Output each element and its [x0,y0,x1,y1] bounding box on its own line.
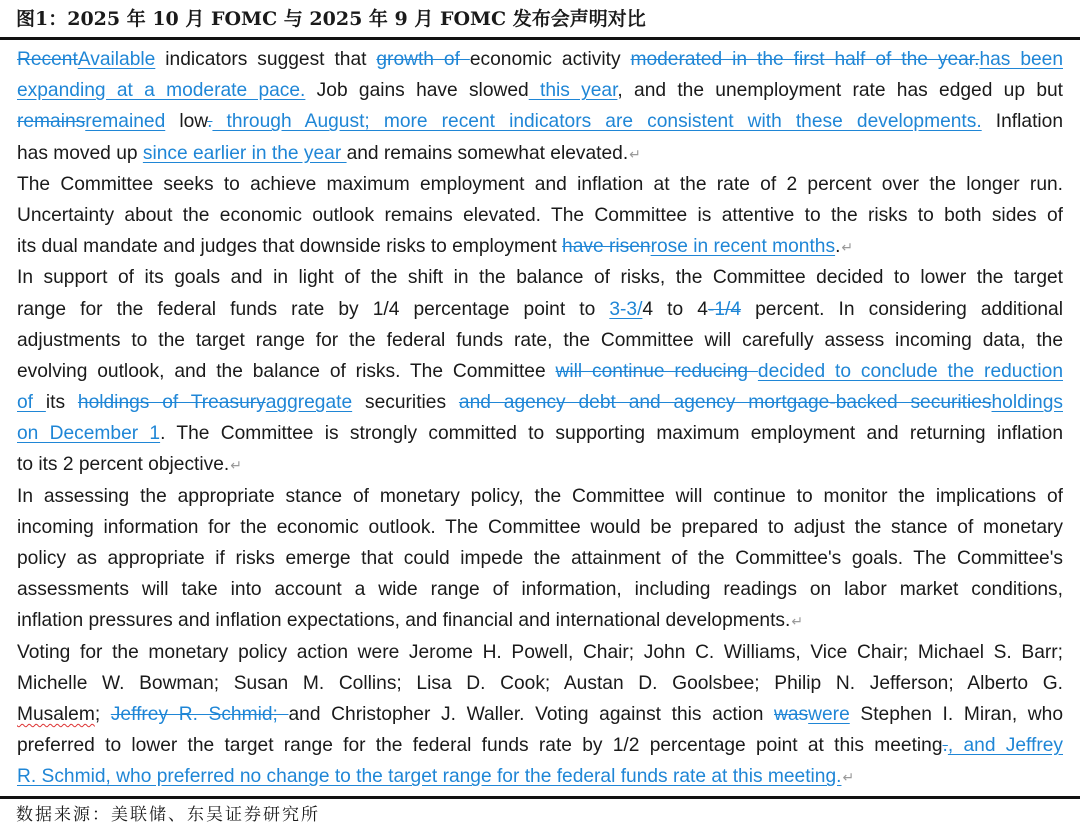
inserted-text: remained [85,111,166,133]
text-line [17,356,1063,387]
inserted-text: has been [979,49,1063,70]
text-line [17,449,1063,480]
deleted-text: was [774,703,809,725]
text-line: Uncertainty about the economic outlook remains elevated. The Committee is attentive to the risks to both sides of [17,204,1063,226]
text: evolving outlook, and the balance of risks. The Committee [17,360,556,382]
paragraph-mark-icon: ↵ [842,769,855,786]
text-line [17,387,1063,418]
text-line: In assessing the appropriate stance of monetary policy, the Committee will continue to monitor the implications of [17,485,1063,507]
deleted-text: . [942,735,948,757]
inserted-text: this year [528,80,618,102]
text: inflation pressures and inflation expectations, and financial and international developments. [17,610,791,632]
text-line [17,418,1063,449]
text-line [17,730,1063,761]
text-line: assessments will take into account a wide range of information, including readings on labor market conditions, [17,579,1063,601]
text-line: The Committee seeks to achieve maximum employment and inflation at the rate of 2 percent over the longer run. [17,173,1063,195]
text-line [17,75,1063,106]
deleted-text: and agency debt and agency mortgage-backed securities [458,392,992,414]
inserted-text: 3-3/ [609,298,643,320]
text: economic activity [469,49,631,70]
text: its [45,392,78,414]
text: range for the federal funds rate by 1/4 percentage point to [17,298,610,320]
deleted-text: -1/4 [707,298,742,320]
inserted-text: Available [77,49,156,70]
text-line: adjustments to the target range for the federal funds rate, the Committee will carefully assess incoming data, the [17,329,1063,351]
inserted-text: on December 1 [17,423,161,445]
text: Stephen I. Miran, who [849,703,1063,725]
deleted-text: will continue reducing [555,360,758,382]
inserted-text: , and Jeffrey [947,735,1063,757]
text-line: policy as appropriate if risks emerge that could impede the attainment of the Committee's goals. The Committee's [17,548,1063,569]
paragraph-assessment [17,481,1063,637]
inserted-text: aggregate [265,392,353,414]
deleted-text: moderated in the first half of the year. [630,49,980,70]
text-line [17,138,1063,169]
inserted-text: expanding at a moderate pace. [17,80,306,102]
text: and remains somewhat elevated. [346,142,629,164]
text-line [17,605,1063,636]
text: and Christopher J. Waller. Voting against this action [288,703,775,725]
text-line: Voting for the monetary policy action were Jerome H. Powell, Chair; John C. Williams, Vice Chair; Michael S. Barr; [17,641,1063,663]
spellcheck-flagged-text: Musalem [17,703,95,725]
text-line [17,294,1063,325]
text: has moved up [17,142,143,164]
text: ; [94,703,111,725]
inserted-text: were [808,703,850,725]
inserted-text: holdings [991,392,1063,414]
figure-title: 图1：2025 年 10 月 FOMC 与 2025 年 9 月 FOMC 发布会声明对比 [16,8,646,30]
inserted-text: of [17,392,46,414]
text: low [165,111,208,133]
text-line [17,761,1063,792]
text-line: incoming information for the economic outlook. The Committee would be prepared to adjust the stance of monetary [17,516,1063,538]
deleted-text: have risen [562,236,651,258]
paragraph-goals [17,169,1063,263]
inserted-text: through August; more recent indicators are consistent with these developments. [212,111,982,133]
deleted-text: growth of [376,49,470,70]
deleted-text: remains [17,111,86,133]
inserted-text: R. Schmid, who preferred no change to the target range for the federal funds rate at this meeting. [17,766,842,788]
text: . [835,236,841,258]
text: its dual mandate and judges that downside risks to employment [17,236,563,258]
paragraph-economic-activity [17,44,1063,169]
text-line [17,44,1063,75]
deleted-text: holdings of Treasury [77,392,266,414]
text: 4 to 4 [642,298,708,320]
text: Job gains have slowed [305,80,529,102]
text: , and the unemployment rate has edged up but [617,80,1063,102]
text: indicators suggest that [155,49,377,70]
paragraph-policy-decision [17,262,1063,480]
statement-comparison [17,44,1063,793]
deleted-text: . [207,111,213,133]
deleted-text: Recent [17,49,78,70]
text-line: In support of its goals and in light of the shift in the balance of risks, the Committee decided to lower the target [17,267,1063,289]
text: . The Committee is strongly committed to supporting maximum employment and returning inflation [160,423,1063,445]
data-source: 数据来源：美联储、东吴证券研究所 [16,805,320,825]
text: preferred to lower the target range for the federal funds rate by 1/2 percentage point at this meeting [17,735,943,757]
paragraph-mark-icon: ↵ [791,613,804,630]
paragraph-mark-icon: ↵ [841,239,854,256]
paragraph-voting [17,637,1063,793]
inserted-text: decided to conclude the reduction [757,360,1063,382]
text-line [17,699,1063,730]
paragraph-mark-icon: ↵ [629,145,641,162]
text-line [17,106,1063,137]
text-line [17,231,1063,262]
text: securities [352,392,459,414]
top-rule [0,37,1080,40]
inserted-text: since earlier in the year [142,142,347,164]
paragraph-mark-icon: ↵ [230,457,242,474]
text-line: Michelle W. Bowman; Susan M. Collins; Lisa D. Cook; Austan D. Goolsbee; Philip N. Jefferson; Alberto G. [17,672,1063,694]
text: Inflation [981,111,1063,133]
bottom-rule [0,796,1080,799]
deleted-text: Jeffrey R. Schmid; [110,703,289,725]
text: percent. In considering additional [741,298,1063,320]
text: to its 2 percent objective. [17,454,230,476]
inserted-text: rose in recent months [650,236,836,258]
